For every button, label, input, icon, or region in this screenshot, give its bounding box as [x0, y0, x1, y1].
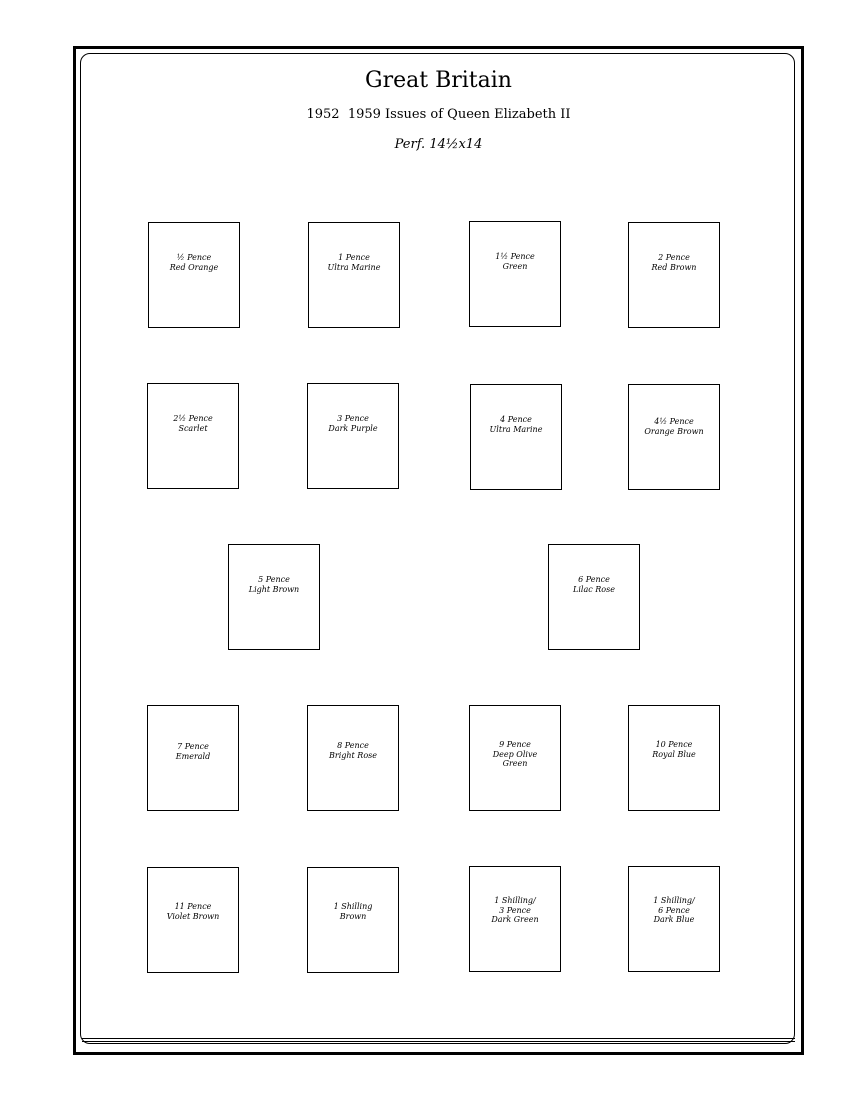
- stamp-box: [470, 384, 562, 490]
- stamp-box: [307, 705, 399, 811]
- stamp-label: 7 Pence Emerald: [175, 742, 211, 761]
- stamp-box: [148, 222, 240, 328]
- stamp-label: 10 Pence Royal Blue: [652, 740, 696, 759]
- stamp-box: [469, 866, 561, 972]
- stamp-box: [628, 866, 720, 972]
- stamp-label: 1 Shilling Brown: [333, 902, 373, 921]
- stamp-label: 3 Pence Dark Purple: [328, 414, 378, 433]
- stamp-label: 4 Pence Ultra Marine: [489, 415, 543, 434]
- stamp-box: [628, 384, 720, 490]
- bottom-rule-double: [82, 1041, 795, 1042]
- stamp-box: [147, 383, 239, 489]
- stamp-label: ½ Pence Red Orange: [169, 253, 219, 272]
- stamp-label: 6 Pence Lilac Rose: [573, 575, 615, 594]
- page-subtitle: 1952 1959 Issues of Queen Elizabeth II: [306, 107, 571, 122]
- stamp-box: [307, 867, 399, 973]
- stamp-box: [469, 705, 561, 811]
- stamp-box: [308, 222, 400, 328]
- perforation-note: Perf. 14½x14: [394, 137, 483, 152]
- stamp-label: 2 Pence Red Brown: [651, 253, 697, 272]
- page-title: Great Britain: [365, 68, 512, 93]
- stamp-label: 9 Pence Deep Olive Green: [492, 740, 538, 768]
- stamp-box: [628, 222, 720, 328]
- stamp-box: [469, 221, 561, 327]
- stamp-box: [307, 383, 399, 489]
- stamp-label: 1 Pence Ultra Marine: [327, 253, 381, 272]
- stamp-label: 8 Pence Bright Rose: [329, 741, 377, 760]
- stamp-box: [228, 544, 320, 650]
- stamp-label: 2½ Pence Scarlet: [173, 414, 213, 433]
- stamp-label: 11 Pence Violet Brown: [166, 902, 220, 921]
- stamp-box: [628, 705, 720, 811]
- stamp-label: 4½ Pence Orange Brown: [644, 417, 704, 436]
- stamp-box: [548, 544, 640, 650]
- stamp-box: [147, 705, 239, 811]
- stamp-label: 1½ Pence Green: [495, 252, 535, 271]
- stamp-label: 1 Shilling/ 6 Pence Dark Blue: [653, 896, 695, 924]
- stamp-label: 5 Pence Light Brown: [248, 575, 300, 594]
- stamp-box: [147, 867, 239, 973]
- bottom-rule: [82, 1038, 795, 1039]
- stamp-label: 1 Shilling/ 3 Pence Dark Green: [491, 896, 539, 924]
